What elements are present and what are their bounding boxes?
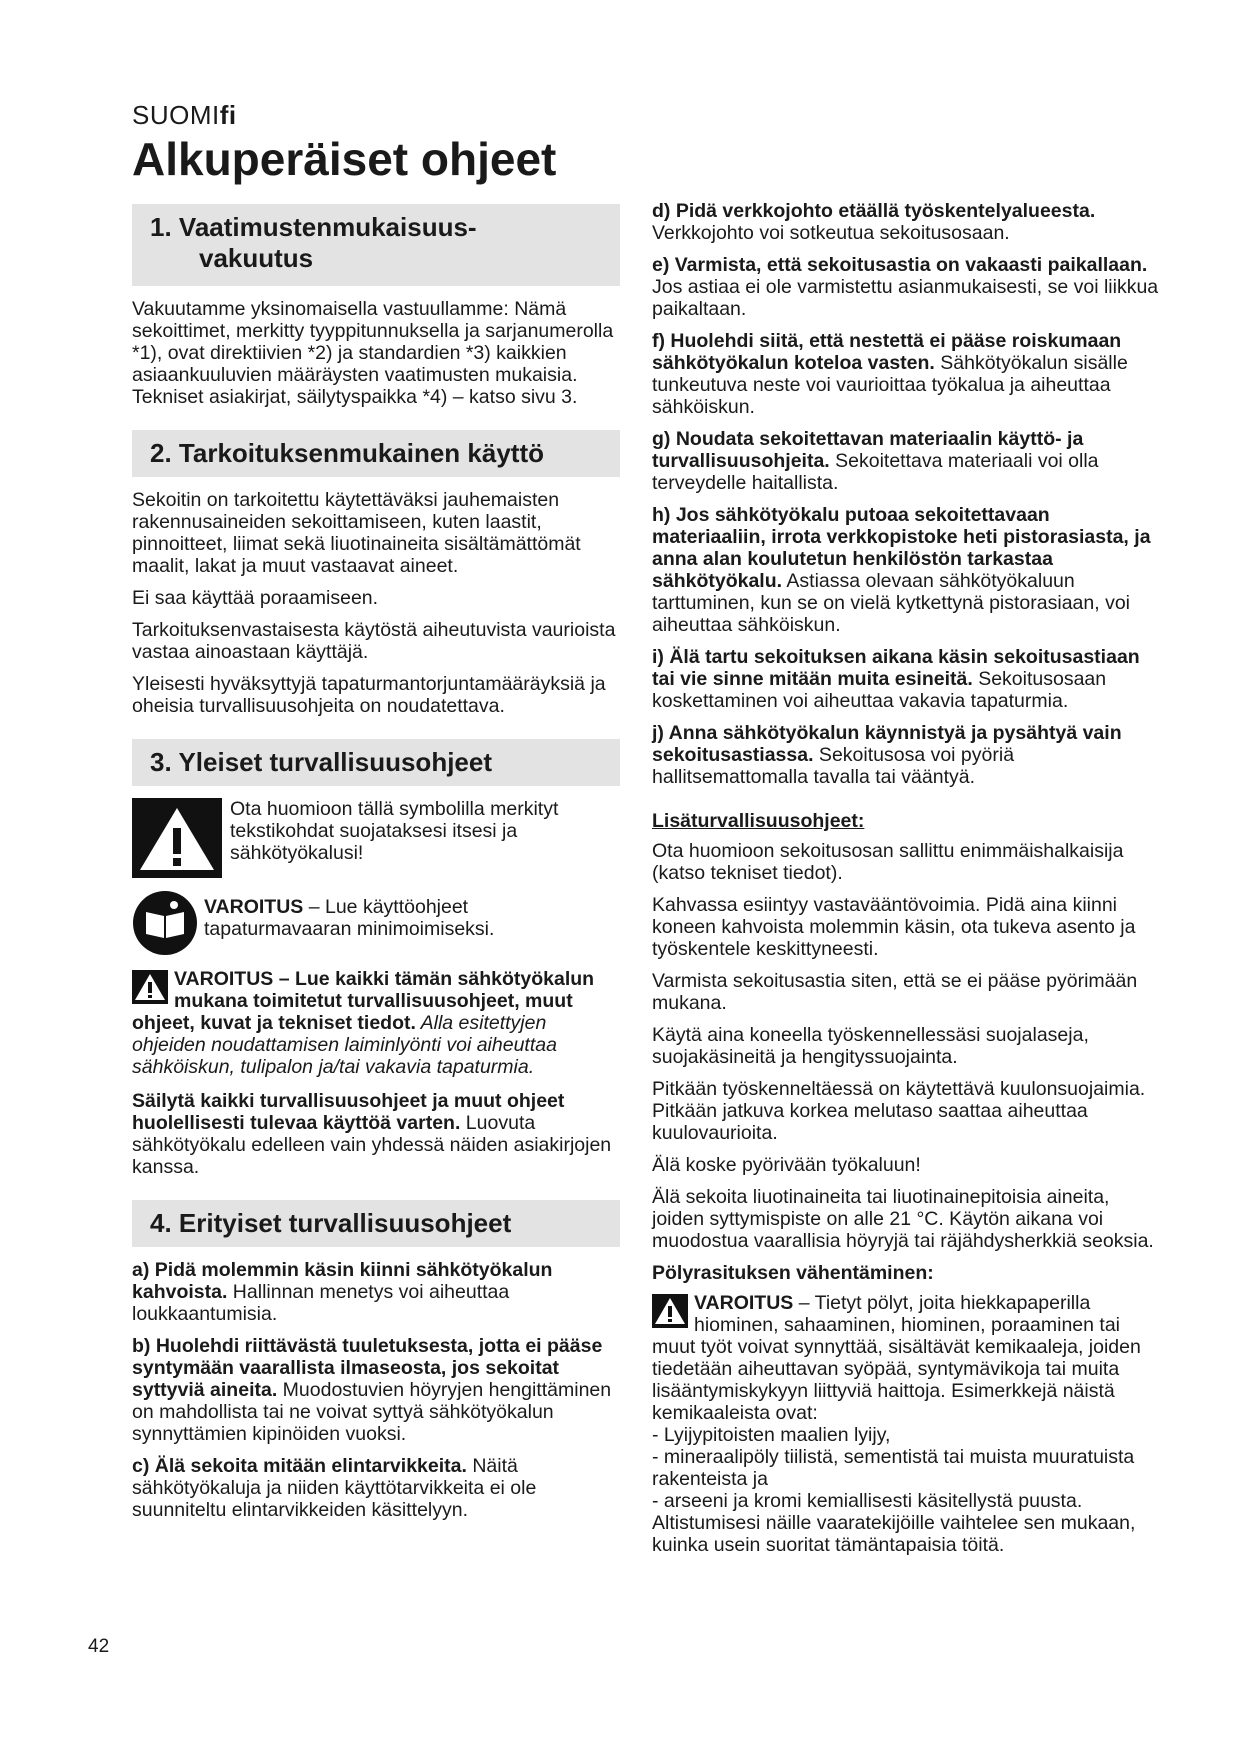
page-title: Alkuperäiset ohjeet xyxy=(132,133,557,185)
symbol-explanation xyxy=(132,798,620,878)
section-2-p2: Ei saa käyttää poraamiseen. xyxy=(132,587,379,609)
section-2-heading: 2. Tarkoituksenmukainen käyttö xyxy=(132,430,620,477)
list-item: - mineraalipöly tiilistä, sementistä tai muista muuratuista rakenteista ja xyxy=(652,1446,1135,1490)
list-item: - arseeni ja kromi kemiallisesti käsitellystä puusta. xyxy=(652,1490,1083,1512)
list-item: f) Huolehdi siitä, että nestettä ei pääse roiskumaan sähkötyökalun koteloa vasten. Sähkötyökalun sisälle tunkeutuva neste voi vaurioittaa työkalua ja aiheuttaa sähköiskun. xyxy=(652,330,1128,418)
general-warning-bold: VAROITUS – Lue kaikki tämän sähkötyökalun mukana toimitetut turvallisuusohjeet, muut ohjeet, kuvat ja tekniset tiedot. xyxy=(132,968,595,1034)
right-column xyxy=(652,200,1162,1566)
warning-triangle-icon xyxy=(652,1294,688,1328)
list-item: c) Älä sekoita mitään elintarvikkeita. Näitä sähkötyökaluja ja niiden käyttötarvikkeita ei ole suunniteltu elintarvikkeiden käsittelyyn. xyxy=(132,1455,537,1521)
section-2-p1: Sekoitin on tarkoitettu käytettäväksi jauhemaisten rakennusaineiden sekoittamiseen, kuten laastit, pinnoitteet, liimat sekä liuotinaineita sisältämättömät maalit, lakat ja muut vastaavat aineet. xyxy=(132,489,581,577)
page-number: 42 xyxy=(88,1636,110,1657)
list-item: i) Älä tartu sekoituksen aikana käsin sekoitusastiaan tai vie sinne mitään muita esineitä. Sekoitusosaan koskettaminen voi aiheuttaa vakavia tapaturmia. xyxy=(652,646,1140,712)
chemical-list xyxy=(652,1424,1162,1512)
dust-warning-label: VAROITUS xyxy=(694,1292,794,1314)
manual-warning-text: – Lue käyttöohjeet tapaturmavaaran minimoimiseksi. xyxy=(204,896,495,940)
section-3-heading: 3. Yleiset turvallisuusohjeet xyxy=(132,739,620,786)
dust-heading: Pölyrasituksen vähentäminen: xyxy=(652,1262,934,1284)
language-label: SUOMIfi xyxy=(132,100,237,130)
general-warning-italic: Alla esitettyjen ohjeiden noudattamisen laiminlyönti voi aiheuttaa sähköiskun, tulipalon ja/tai vakavia tapaturmia. xyxy=(132,1012,557,1078)
list-item: j) Anna sähkötyökalun käynnistyä ja pysähtyä vain sekoitusastiassa. Sekoitusosa voi pyöriä hallitsemattomalla tavalla tai vääntyä. xyxy=(652,722,1122,788)
symbol-text: Ota huomioon tällä symbolilla merkityt tekstikohdat suojataksesi itsesi ja sähkötyökalusi! xyxy=(230,798,559,864)
manual-warning xyxy=(132,890,620,956)
warning-triangle-icon xyxy=(132,798,222,878)
list-item: h) Jos sähkötyökalu putoaa sekoitettavaan materiaaliin, irrota verkkopistoke heti pistorasiasta, ja anna alan koulutetun henkilöstön tarkastaa sähkötyökalu. Astiassa olevaan sähkötyökaluun tarttuminen, kun se on vielä kytkettynä pistorasiaan, voi aiheuttaa sähköiskun. xyxy=(652,504,1151,636)
dust-warning-text: – Tietyt pölyt, joita hiekkapaperilla hiominen, sahaaminen, hiominen, poraaminen tai muut työt voivat synnyttää, sisältävät kemikaaleja, joiden tiedetään aiheuttavan syöpää, syntymävikoja tai muita lisääntymiskykyyn liittyviä haittoja. Esimerkkejä näistä kemikaaleista ovat: xyxy=(652,1292,1141,1424)
keep-instructions-text: Luovuta sähkötyökalu edelleen vain yhdessä näiden asiakirjojen kanssa. xyxy=(132,1112,612,1178)
extra-item: Kahvassa esiintyy vastavääntövoimia. Pidä aina kiinni koneen kahvoista molemmin käsin, ota tukeva asento ja työskentele keskittyneesti. xyxy=(652,894,1136,960)
section-1-heading: 1. Vaatimustenmukaisuus- vakuutus xyxy=(132,204,620,286)
keep-instructions-bold: Säilytä kaikki turvallisuusohjeet ja muut ohjeet huolellisesti tulevaa käyttöä varten. xyxy=(132,1090,565,1134)
extra-item: Käytä aina koneella työskennellessäsi suojalaseja, suojakäsineitä ja hengityssuojainta. xyxy=(652,1024,1089,1068)
list-item: b) Huolehdi riittävästä tuuletuksesta, jotta ei pääse syntymään vaarallista ilmaseosta, jos sekoitat syttyviä aineita. Muodostuvien höyryjen hengittäminen on mahdollista tai ne voivat syttyä sähkötyökalun synnyttämien kipinöiden vuoksi. xyxy=(132,1335,612,1445)
read-manual-icon xyxy=(132,890,198,956)
list-item: g) Noudata sekoitettavan materiaalin käyttö- ja turvallisuusohjeita. Sekoitettava materiaali voi olla terveydelle haitallista. xyxy=(652,428,1099,494)
list-item: a) Pidä molemmin käsin kiinni sähkötyökalun kahvoista. Hallinnan menetys voi aiheuttaa loukkaantumisia. xyxy=(132,1259,553,1325)
list-item: d) Pidä verkkojohto etäällä työskentelyalueesta. Verkkojohto voi sotkeutua sekoitusosaan. xyxy=(652,200,1096,244)
section-2-p3: Tarkoituksenvastaisesta käytöstä aiheutuvista vaurioista vastaa ainoastaan käyttäjä. xyxy=(132,619,616,663)
section-2-p4: Yleisesti hyväksyttyjä tapaturmantorjuntamääräyksiä ja oheisia turvallisuusohjeita on noudatettava. xyxy=(132,673,606,717)
extra-item: Pitkään työskenneltäessä on käytettävä kuulonsuojaimia. Pitkään jatkuva korkea melutaso saattaa aiheuttaa kuulovaurioita. xyxy=(652,1078,1146,1144)
section-4-heading: 4. Erityiset turvallisuusohjeet xyxy=(132,1200,620,1247)
manual-warning-label: VAROITUS xyxy=(204,896,304,918)
extra-item: Älä sekoita liuotinaineita tai liuotinainepitoisia aineita, joiden syttymispiste on alle 21 °C. Käytön aikana voi muodostua vaarallisia höyryjä tai räjähdysherkkiä seoksia. xyxy=(652,1186,1154,1252)
list-item: e) Varmista, että sekoitusastia on vakaasti paikallaan. Jos astiaa ei ole varmistettu asianmukaisesti, se voi liikkua paikaltaan. xyxy=(652,254,1159,320)
left-column xyxy=(132,204,620,1531)
extra-item: Varmista sekoitusastia siten, että se ei pääse pyörimään mukana. xyxy=(652,970,1138,1014)
list-item: - Lyijypitoisten maalien lyijy, xyxy=(652,1424,891,1446)
section-1-body: Vakuutamme yksinomaisella vastuullamme: Nämä sekoittimet, merkitty tyyppitunnuksella ja sarjanumerolla *1), ovat direktiivien *2) ja standardien *3) kaikkien asiaankuuluvien määräysten vaatimusten mukaisia. Tekniset asiakirjat, säilytyspaikka *4) – katso sivu 3. xyxy=(132,298,614,408)
dust-closing-text: Altistumisesi näille vaaratekijöille vaihtelee sen mukaan, kuinka usein suoritat tämäntapaisia töitä. xyxy=(652,1512,1136,1556)
warning-triangle-icon xyxy=(132,970,168,1004)
extra-item: Ota huomioon sekoitusosan sallittu enimmäishalkaisija (katso tekniset tiedot). xyxy=(652,840,1124,884)
extra-safety-heading: Lisäturvallisuusohjeet: xyxy=(652,810,865,832)
extra-item: Älä koske pyörivään työkaluun! xyxy=(652,1154,921,1176)
